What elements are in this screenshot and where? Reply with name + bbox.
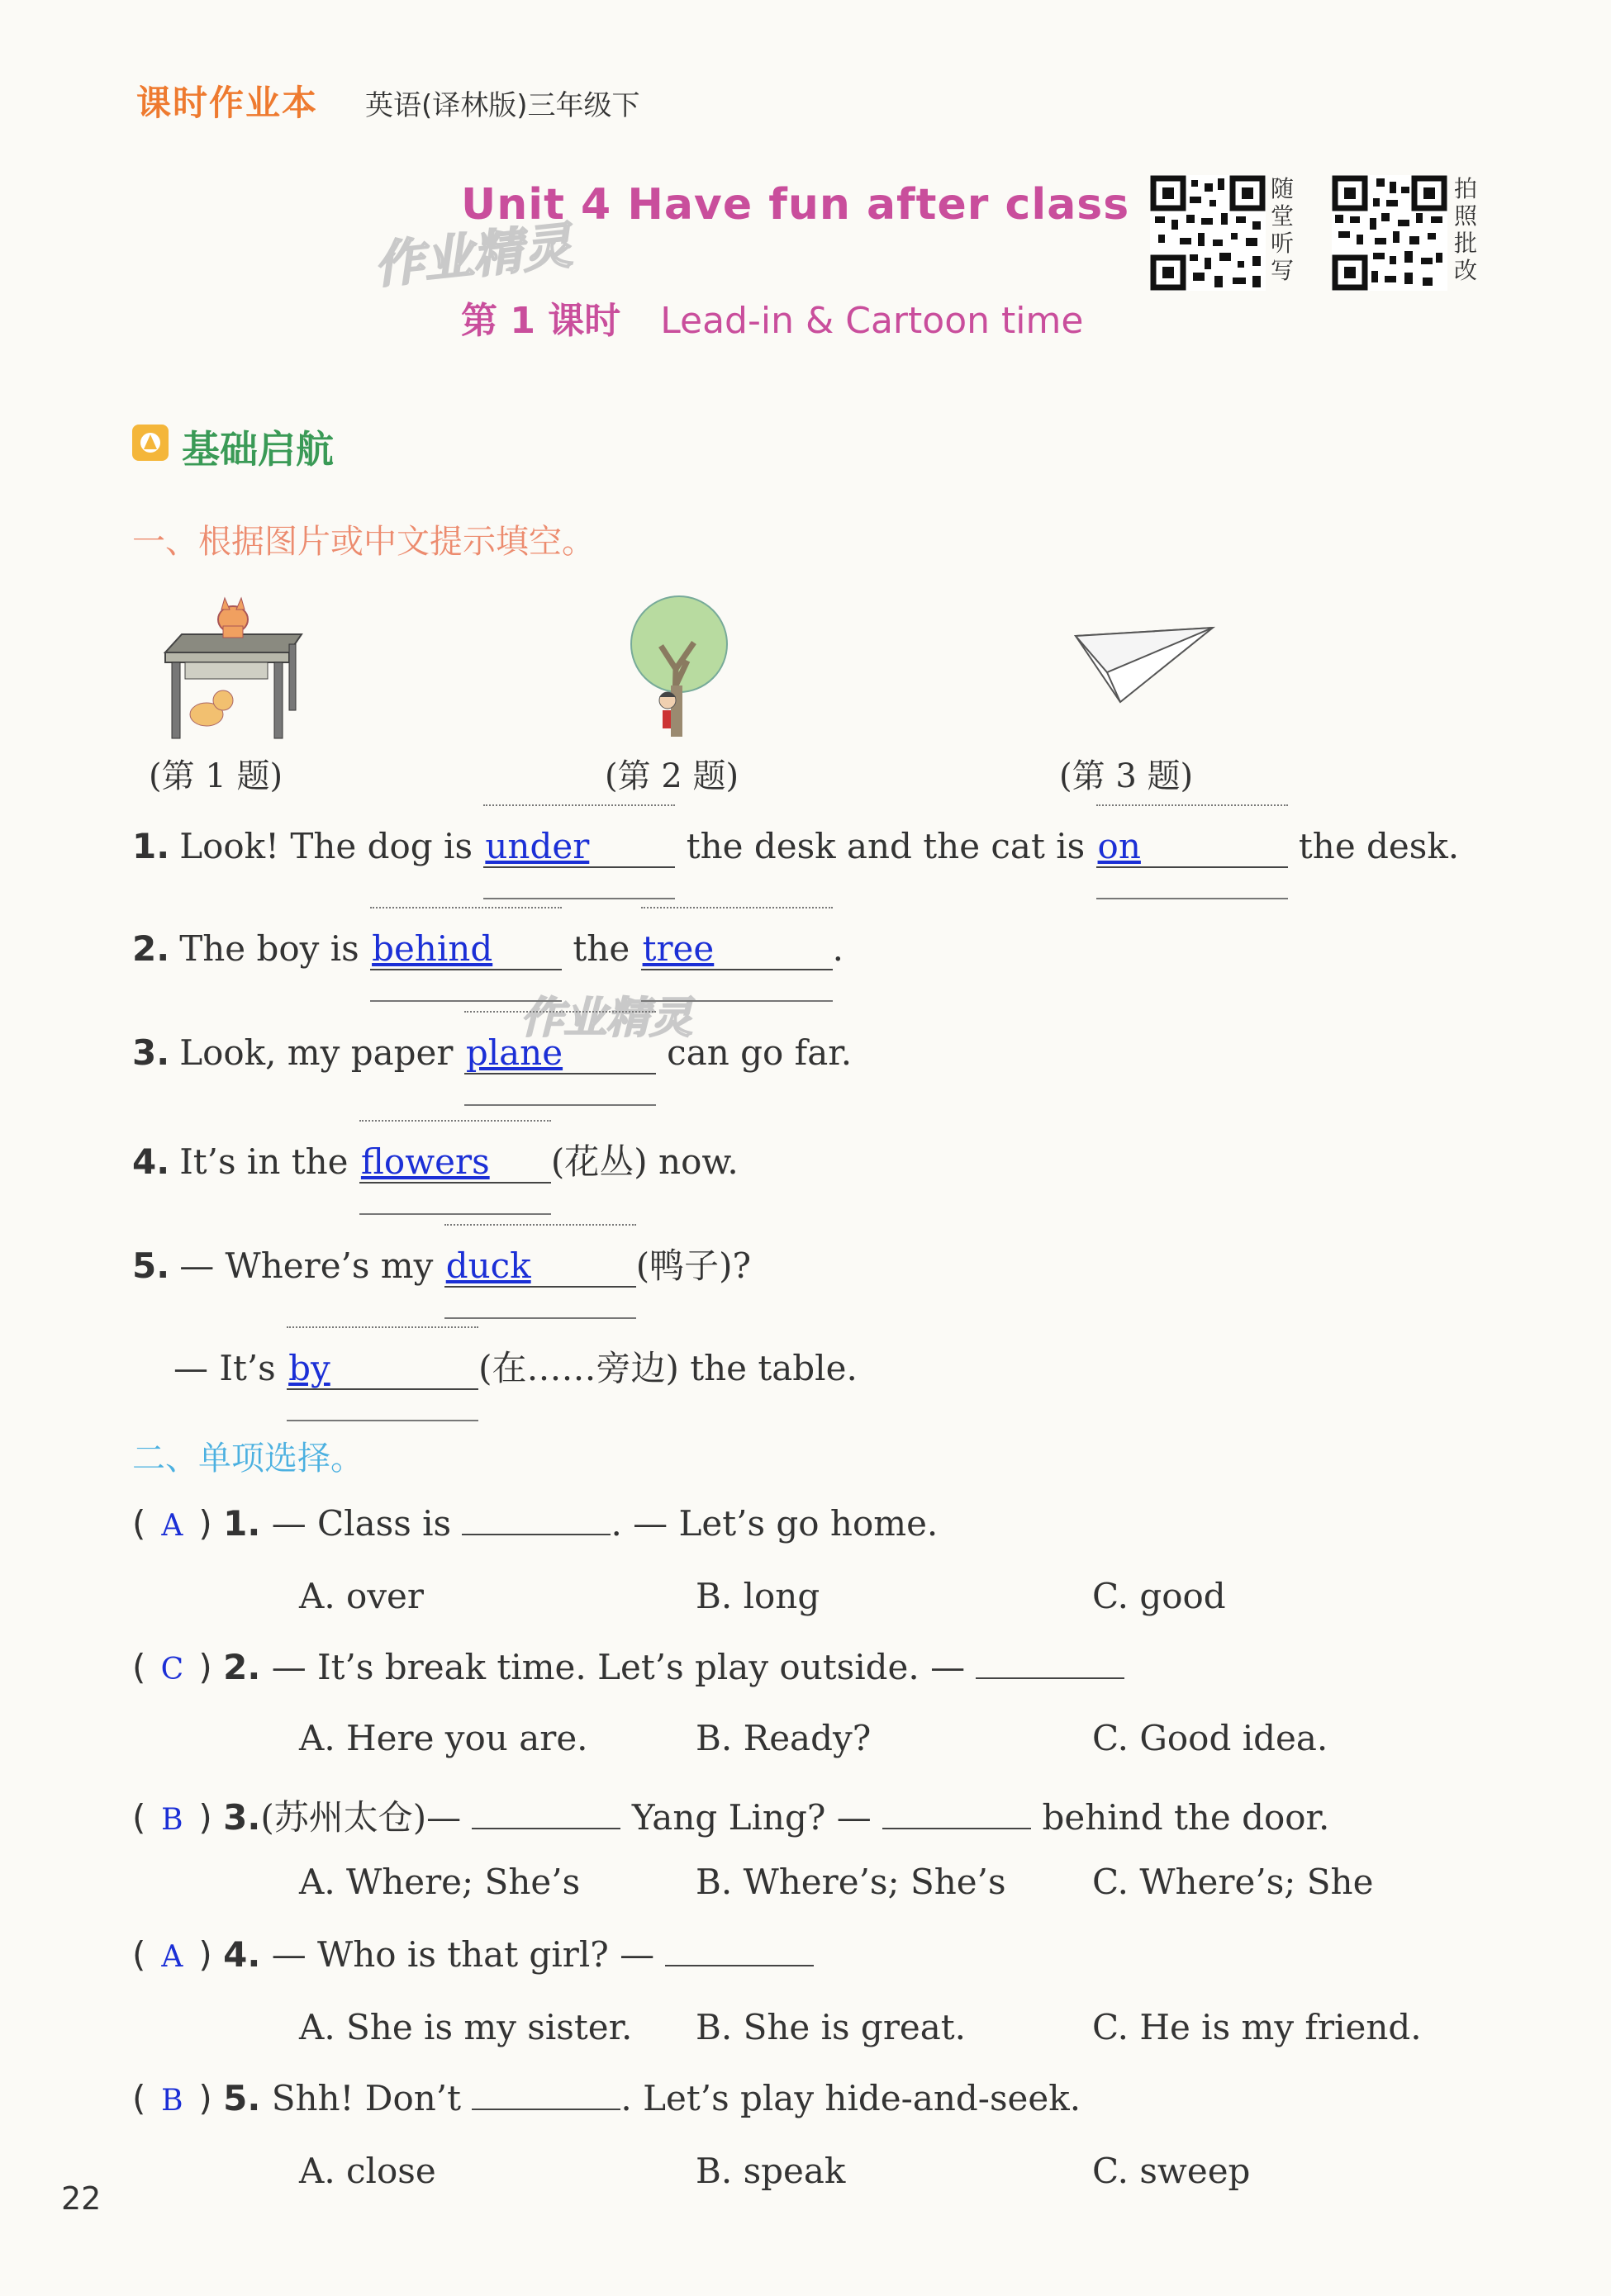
choice-question-5: ( B ) 5. Shh! Don’t . Let’s play hide-and-seek. (132, 2078, 1081, 2118)
choice-question-4: ( A ) 4. — Who is that girl? — (132, 1934, 814, 1975)
fill-question-5: 5. — Where’s my duck (鸭子)? (132, 1245, 752, 1286)
section-icon (132, 425, 169, 461)
fill-question-5b: — It’s by (在……旁边) the table. (173, 1348, 858, 1388)
part2-title: 二、单项选择。 (132, 1440, 364, 1478)
desk-cat-dog-image (157, 595, 306, 743)
answer-line[interactable] (472, 2105, 620, 2110)
answer-line[interactable] (882, 1824, 1031, 1829)
option-c: C. good (1092, 1576, 1226, 1616)
book-subtitle: 英语(译林版)三年级下 (365, 89, 640, 122)
brand-title: 课时作业本 (136, 83, 319, 123)
choice-answer[interactable]: A (161, 1940, 183, 1974)
qr-code-icon (1150, 175, 1266, 291)
section-title: 基础启航 (182, 427, 334, 472)
qr-code-dictation[interactable] (1150, 175, 1266, 291)
choice-answer[interactable]: B (161, 2084, 183, 2118)
caption-q2: (第 2 题) (605, 757, 739, 795)
fill-question-3: 3. Look, my paper plane can go far. (132, 1032, 853, 1073)
fill-question-1: 1. Look! The dog is under the desk and the cat is on the desk. (132, 826, 1460, 866)
answer-line[interactable] (472, 1824, 620, 1829)
option-c: C. Good idea. (1092, 1718, 1328, 1758)
choice-answer[interactable]: B (161, 1803, 183, 1837)
part1-title: 一、根据图片或中文提示填空。 (132, 523, 595, 561)
option-b: B. She is great. (696, 2007, 967, 2047)
answer-blank[interactable]: flowers (359, 1141, 551, 1184)
paper-plane-image (1074, 619, 1223, 710)
fill-question-4: 4. It’s in the flowers (花丛) now. (132, 1141, 739, 1182)
answer-line[interactable] (665, 1962, 814, 1966)
answer-blank[interactable]: behind (370, 928, 562, 970)
choice-question-3: ( B ) 3.(苏州太仓)— Yang Ling? — behind the door. (132, 1797, 1330, 1838)
lesson-title (461, 291, 1083, 344)
answer-blank[interactable]: plane (464, 1032, 656, 1074)
option-a: A. She is my sister. (299, 2007, 633, 2047)
answer-blank[interactable]: by (287, 1348, 478, 1390)
unit-title: Unit 4 Have fun after class (461, 180, 1130, 230)
answer-blank[interactable]: tree (641, 928, 833, 970)
answer-blank[interactable]: on (1096, 826, 1288, 868)
answer-blank[interactable]: under (483, 826, 675, 868)
option-c: C. sweep (1092, 2151, 1251, 2191)
answer-line[interactable] (976, 1674, 1124, 1679)
option-a: A. close (299, 2151, 436, 2191)
option-b: B. speak (696, 2151, 846, 2191)
option-c: C. He is my friend. (1092, 2007, 1422, 2047)
fill-question-2: 2. The boy is behind the tree . (132, 928, 844, 969)
watermark-logo: 作业精灵 (371, 216, 575, 296)
lesson-name: Lead-in & Cartoon time (660, 300, 1084, 342)
option-b: B. long (696, 1576, 820, 1616)
answer-line[interactable] (462, 1530, 611, 1535)
choice-question-1: ( A ) 1. — Class is . — Let’s go home. (132, 1503, 939, 1544)
option-c: C. Where’s; She (1092, 1862, 1374, 1902)
choice-answer[interactable]: C (160, 1653, 184, 1686)
option-b: B. Ready? (696, 1718, 872, 1758)
option-a: A. over (299, 1576, 424, 1616)
option-a: A. Where; She’s (299, 1862, 581, 1902)
choice-question-2: ( C ) 2. — It’s break time. Let’s play outside. — (132, 1647, 1124, 1687)
option-b: B. Where’s; She’s (696, 1862, 1006, 1902)
watermark-logo: 作业精灵 (520, 994, 693, 1043)
qr-code-icon (1332, 175, 1447, 291)
qr-label-dictation: 随堂听写 (1271, 175, 1295, 284)
qr-label-photo-correct: 拍照批改 (1454, 175, 1478, 284)
choice-answer[interactable]: A (161, 1509, 183, 1543)
caption-q3: (第 3 题) (1059, 757, 1194, 795)
option-a: A. Here you are. (299, 1718, 588, 1758)
caption-q1: (第 1 题) (149, 757, 283, 795)
boy-behind-tree-image (628, 595, 735, 743)
lesson-number: 第 1 课时 (461, 300, 621, 342)
qr-code-photo-correct[interactable] (1332, 175, 1447, 291)
page-number: 22 (61, 2180, 102, 2217)
answer-blank[interactable]: duck (444, 1245, 636, 1288)
